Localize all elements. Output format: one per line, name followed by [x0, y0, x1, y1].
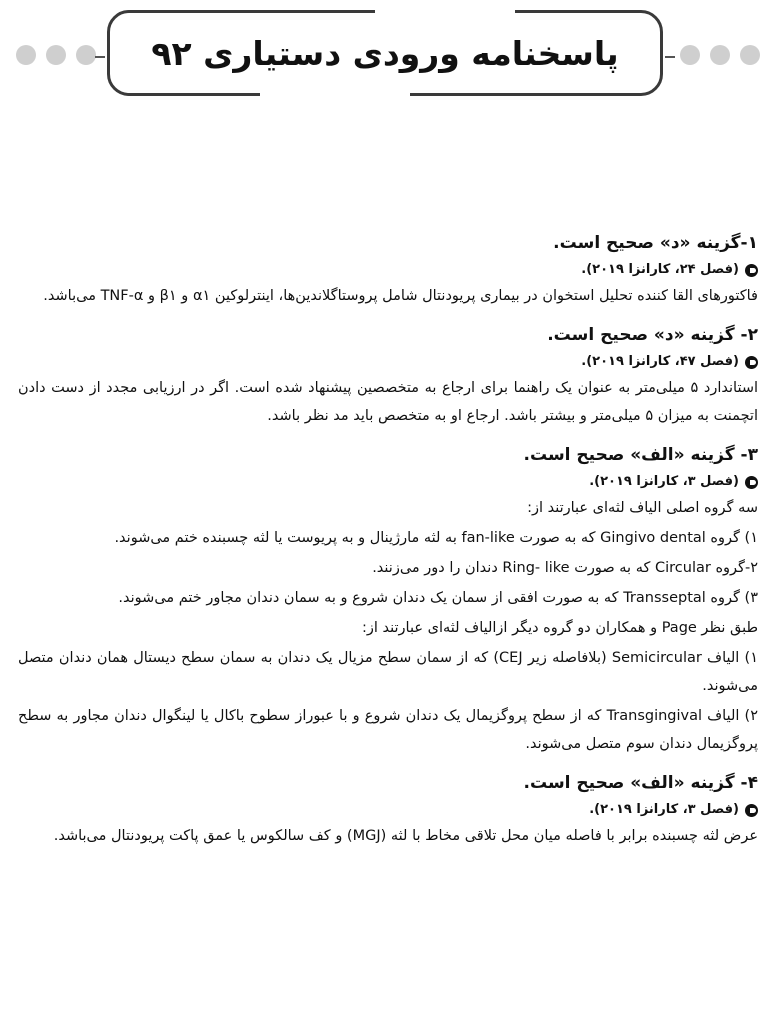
answer-heading: ۴- گزینه «الف» صحیح است. [523, 773, 758, 793]
decorative-dots-right [680, 45, 760, 65]
reference-icon [745, 476, 758, 489]
dot-icon [710, 45, 730, 65]
title-frame [107, 10, 663, 96]
answer-paragraph: ۳) گروه Transseptal که به صورت افقی از سمان یک دندان شروع و به سمان دندان مجاور ختم می‌شوند. [118, 590, 758, 606]
dot-icon [46, 45, 66, 65]
answer-paragraph: سه گروه اصلی الیاف لثه‌ای عبارتند از: [527, 500, 758, 516]
reference-text: (فصل ۳، کارانزا ۲۰۱۹). [589, 474, 739, 489]
dot-icon [76, 45, 96, 65]
reference-line [18, 470, 758, 494]
frame-gap [375, 9, 515, 15]
page-title: پاسخنامه ورودی دستیاری ۹۲ [151, 33, 619, 73]
answer-paragraph: استاندارد ۵ میلی‌متر به عنوان یک راهنما برای ارجاع به متخصصین پیشنهاد شده است. اگر در ارزیابی مجدد از دست دادن اتچمنت به میزان ۵ میلی‌متر و بیشتر باشد. ارجاع او به متخصص باید مد نظر باشد. [18, 380, 759, 424]
reference-icon [745, 264, 758, 277]
reference-line [18, 350, 758, 374]
answer-item [18, 768, 758, 850]
frame-gap [260, 91, 410, 97]
reference-text: (فصل ۲۴، کارانزا ۲۰۱۹). [581, 262, 739, 277]
reference-icon [745, 804, 758, 817]
answer-paragraph: عرض لثه چسبنده برابر با فاصله میان محل تلاقی مخاط با لثه (MGJ) و کف سالکوس یا عمق پاکت پریودنتال می‌باشد. [53, 828, 758, 844]
decorative-dots-left [16, 45, 96, 65]
divider [95, 56, 105, 58]
answer-heading: ۳- گزینه «الف» صحیح است. [523, 445, 758, 465]
answer-list [18, 228, 758, 860]
dot-icon [740, 45, 760, 65]
reference-line [18, 798, 758, 822]
answer-heading: ۲- گزینه «د» صحیح است. [547, 325, 758, 345]
page-header [0, 0, 776, 110]
answer-heading: ۱-گزینه «د» صحیح است. [553, 233, 758, 253]
divider [665, 56, 675, 58]
dot-icon [16, 45, 36, 65]
answer-paragraph: ۱) الیاف Semicircular (بلافاصله زیر CEJ) که از سمان سطح مزیال یک دندان به سمان سطح دیستال همان دندان متصل می‌شوند. [18, 650, 758, 694]
answer-item [18, 228, 758, 310]
reference-icon [745, 356, 758, 369]
reference-text: (فصل ۳، کارانزا ۲۰۱۹). [589, 802, 739, 817]
answer-item [18, 440, 758, 758]
dot-icon [680, 45, 700, 65]
answer-paragraph: ۲) الیاف Transgingival که از سطح پروگزیمال یک دندان شروع و با عبوراز سطوح باکال یا لینگوال دندان مجاور به سطح پروگزیمال دندان سوم متصل می‌شوند. [18, 708, 758, 752]
answer-paragraph: طبق نظر Page و همکاران دو گروه دیگر ازالیاف لثه‌ای عبارتند از: [362, 620, 758, 636]
answer-paragraph: ۱) گروه Gingivo dental که به صورت fan-like به لثه مارژینال و به پریوست یا لثه چسبنده ختم می‌شوند. [114, 530, 758, 546]
reference-text: (فصل ۴۷، کارانزا ۲۰۱۹). [581, 354, 739, 369]
reference-line [18, 258, 758, 282]
answer-paragraph: ۲-گروه Circular که به صورت Ring- like دندان را دور می‌زنند. [372, 560, 758, 576]
answer-paragraph: فاکتورهای القا کننده تحلیل استخوان در بیماری پریودنتال شامل پروستاگلاندین‌ها، اینترلوکین α۱ و β۱ و TNF-α می‌باشد. [43, 288, 758, 304]
answer-item [18, 320, 758, 430]
